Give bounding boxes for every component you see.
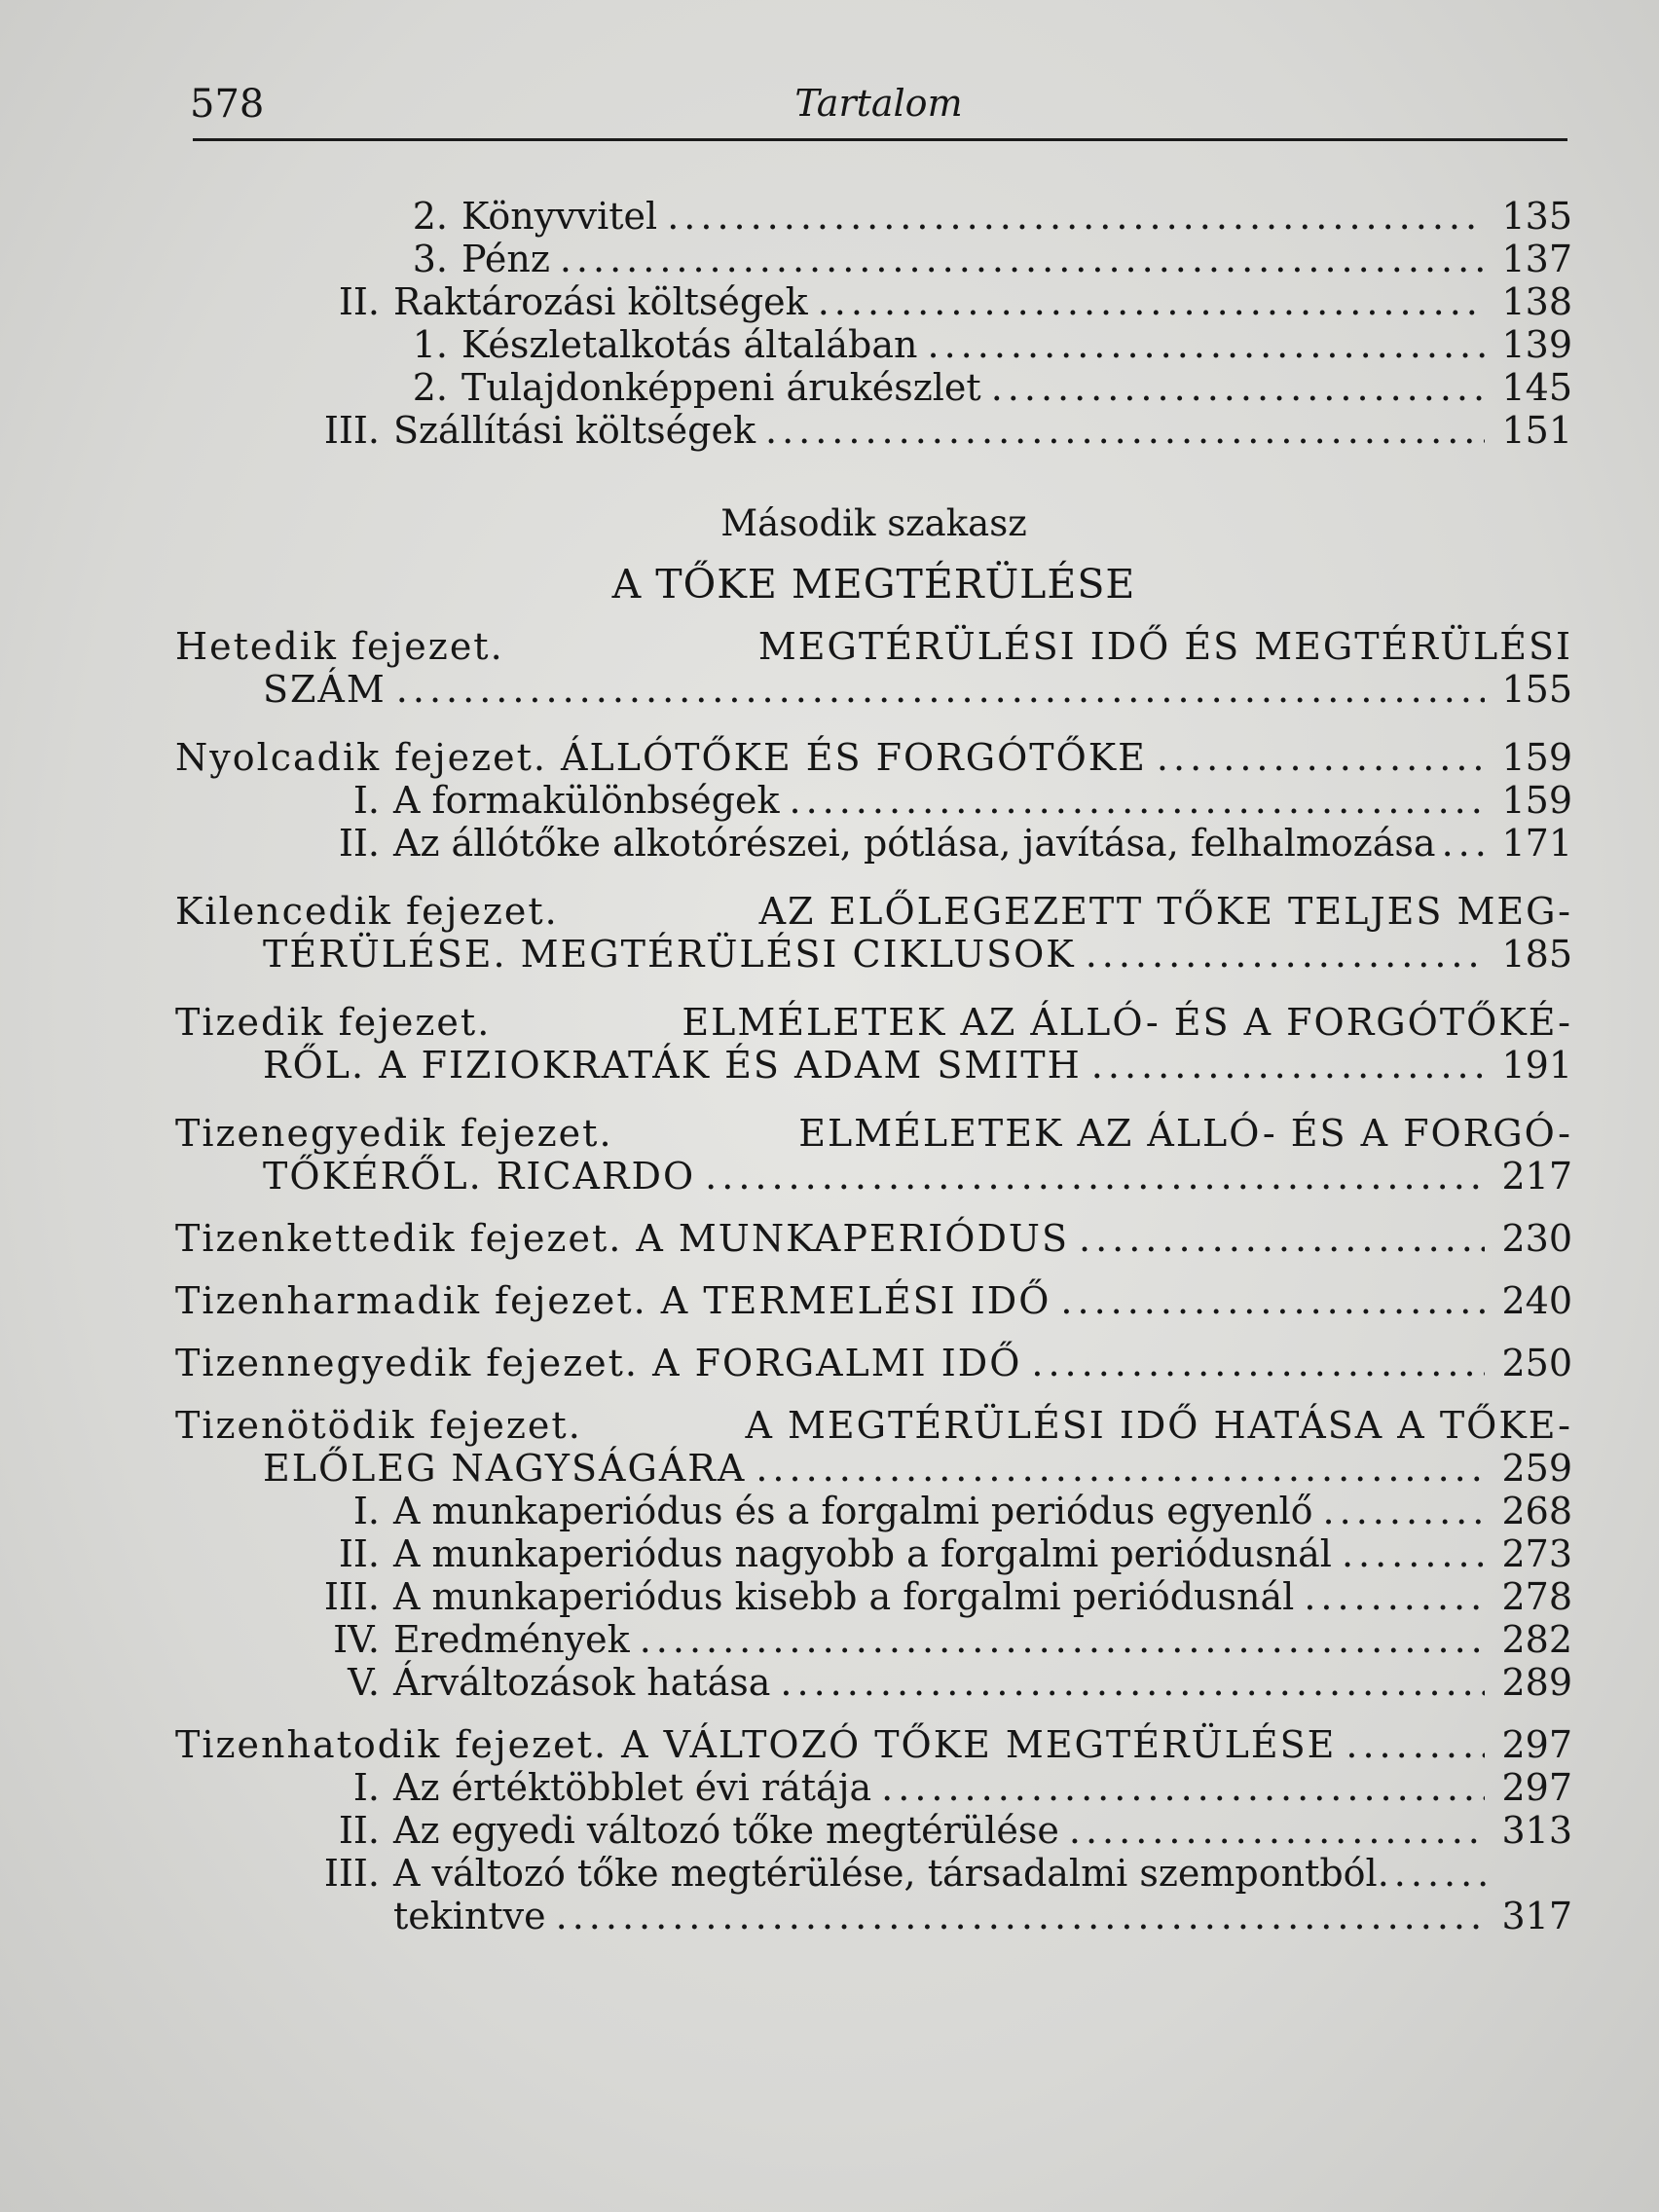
chapter-heading: Tizenötödik fejezet. A MEGTÉRÜLÉSI IDŐ HATÁSA A TŐKE- [175, 1404, 1572, 1447]
page-number: 578 [190, 82, 265, 127]
chapter-heading: Tizenegyedik fejezet. ELMÉLETEK AZ ÁLLÓ- ÉS A FORGÓ- [175, 1112, 1572, 1155]
chapter-heading: Tizenkettedik fejezet. A MUNKAPERIÓDUS ..... 230 [175, 1217, 1572, 1260]
toc-entry: 3. Pénz ..... 137 [175, 238, 1572, 280]
running-title: Tartalom [794, 82, 963, 125]
toc-entry: TŐKÉRŐL. RICARDO ..... 217 [175, 1155, 1572, 1198]
chapter-heading: Nyolcadik fejezet. ÁLLÓTŐKE ÉS FORGÓTŐKE ..... 159 [175, 736, 1572, 779]
toc-entry: II. Az egyedi változó tőke megtérülése ..... 313 [175, 1809, 1572, 1852]
toc-entry: II. Az állótőke alkotórészei, pótlása, javítása, felhalmozása ..... 171 [175, 822, 1572, 865]
toc-entry: RŐL. A FIZIOKRATÁK ÉS ADAM SMITH ..... 191 [175, 1044, 1572, 1087]
toc-entry: III. A munkaperiódus kisebb a forgalmi periódusnál ..... 278 [175, 1575, 1572, 1618]
toc-entry: SZÁM ..... 155 [175, 668, 1572, 711]
toc-entry: I. A munkaperiódus és a forgalmi periódus egyenlő ..... 268 [175, 1490, 1572, 1532]
toc-entry: III. Szállítási költségek ..... 151 [175, 409, 1572, 452]
toc-entry: TÉRÜLÉSE. MEGTÉRÜLÉSI CIKLUSOK ..... 185 [175, 933, 1572, 976]
chapter-heading: Tizedik fejezet. ELMÉLETEK AZ ÁLLÓ- ÉS A FORGÓTŐKÉ- [175, 1001, 1572, 1044]
toc-entry: II. Raktározási költségek ..... 138 [175, 280, 1572, 323]
toc-entry: V. Árváltozások hatása ..... 289 [175, 1661, 1572, 1704]
section-title: A TŐKE MEGTÉRÜLÉSE [611, 561, 1136, 608]
table-of-contents [175, 195, 1572, 1937]
chapter-heading: Kilencedik fejezet. AZ ELŐLEGEZETT TŐKE TELJES MEG- [175, 890, 1572, 933]
toc-entry: 2. Tulajdonképpeni árukészlet ..... 145 [175, 366, 1572, 409]
toc-entry: ELŐLEG NAGYSÁGÁRA ..... 259 [175, 1447, 1572, 1490]
header-rule [193, 138, 1567, 141]
toc-entry: IV. Eredmények ..... 282 [175, 1618, 1572, 1661]
toc-entry: 1. Készletalkotás általában ..... 139 [175, 323, 1572, 366]
chapter-heading: Tizenharmadik fejezet. A TERMELÉSI IDŐ ..... 240 [175, 1279, 1572, 1322]
chapter-heading: Hetedik fejezet. MEGTÉRÜLÉSI IDŐ ÉS MEGTÉRÜLÉSI [175, 625, 1572, 668]
toc-entry: I. Az értéktöbblet évi rátája ..... 297 [175, 1766, 1572, 1809]
toc-entry: I. A formakülönbségek ..... 159 [175, 779, 1572, 822]
toc-entry: 2. Könyvvitel ..... 135 [175, 195, 1572, 238]
toc-entry: II. A munkaperiódus nagyobb a forgalmi periódusnál ..... 273 [175, 1532, 1572, 1575]
toc-entry: III. A változó tőke megtérülése, társadalmi szempontból ..... [175, 1852, 1572, 1895]
chapter-heading: Tizenhatodik fejezet. A VÁLTOZÓ TŐKE MEGTÉRÜLÉSE ..... 297 [175, 1723, 1572, 1766]
section-label: Második szakasz [720, 502, 1027, 544]
running-header [190, 82, 1567, 140]
chapter-heading: Tizennegyedik fejezet. A FORGALMI IDŐ ..... 250 [175, 1342, 1572, 1384]
toc-entry: tekintve ..... 317 [175, 1895, 1572, 1937]
